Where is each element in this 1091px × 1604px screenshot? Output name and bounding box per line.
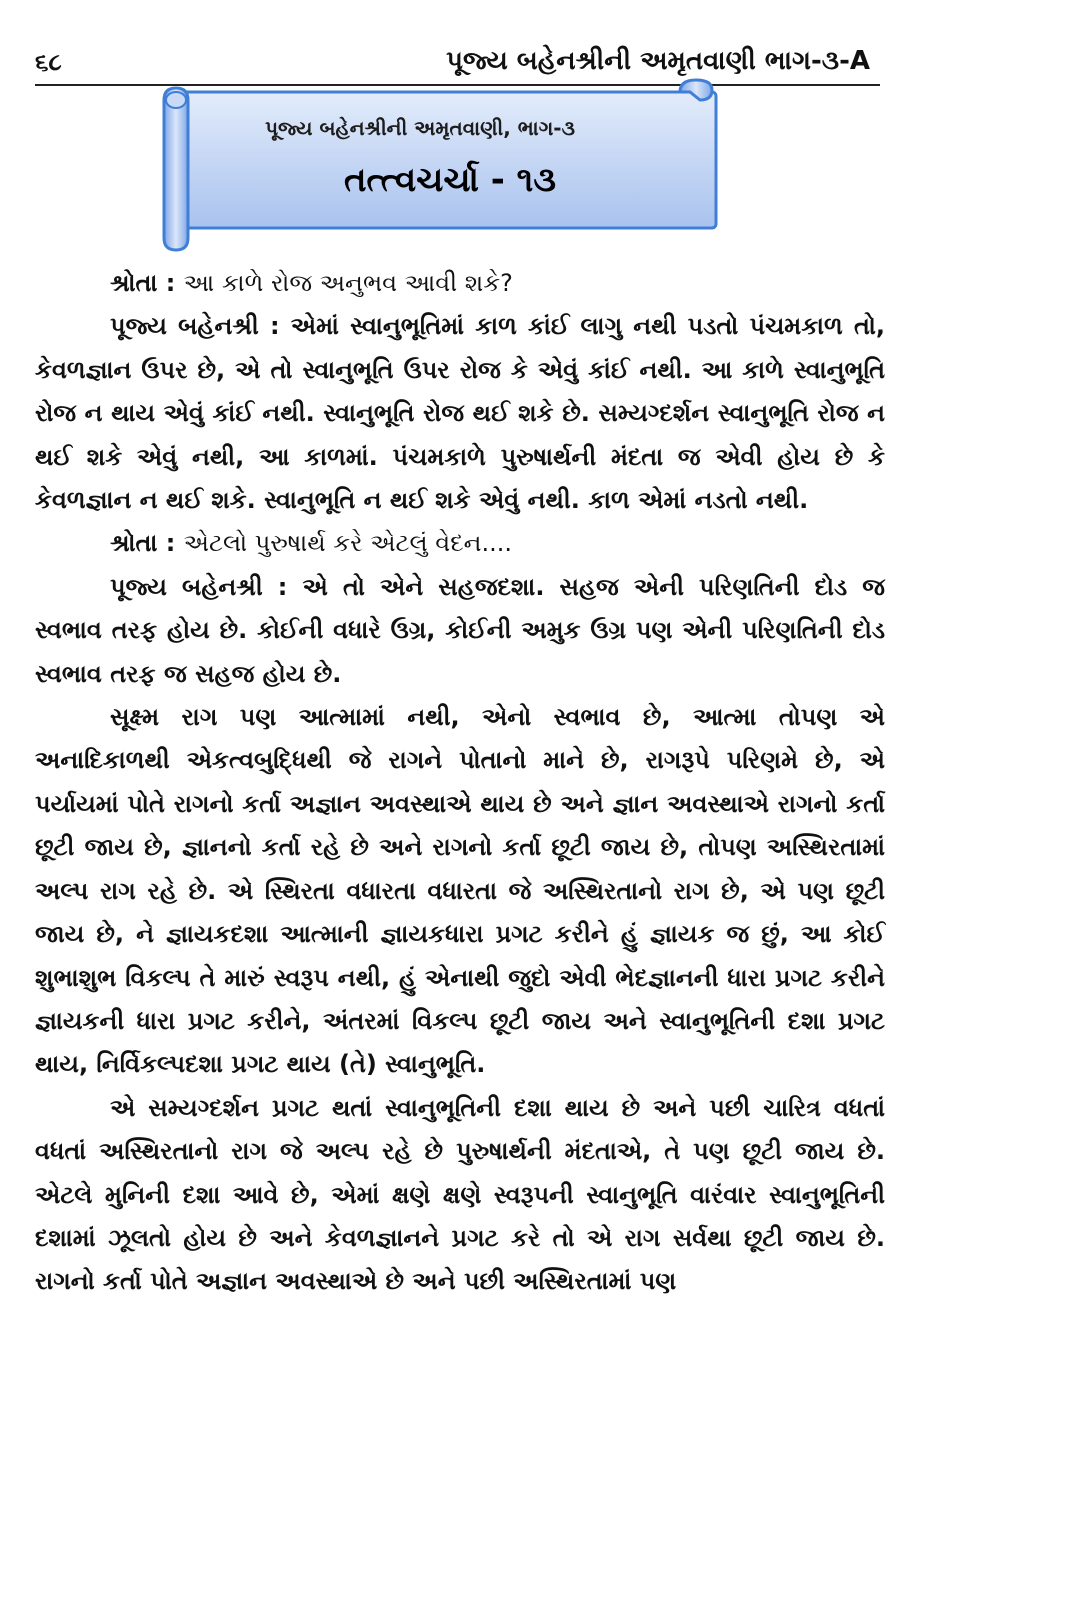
paragraph-text: એમાં સ્વાનુભૂતિમાં કાળ કાંઈ લાગુ નથી પડતો પંચમકાળ તો, કેવળજ્ઞાન ઉપર છે, એ તો સ્વાનુભૂતિ ઉપર રોજ કે એવું કાંઈ નથી. આ કાળે સ્વાનુભૂતિ રોજ ન થાય એવું કાંઈ નથી. સ્વાનુભૂતિ રોજ થઈ શકે છે. સમ્યગ્દર્શન સ્વાનુભૂતિ રોજ ન થઈ શકે એવું નથી, આ કાળમાં. પંચમકાળે પુરુષાર્થની મંદતા જ એવી હોય છે કે કેવળજ્ઞાન ન થઈ શકે. સ્વાનુભૂતિ ન થઈ શકે એવું નથી. કાળ એમાં નડતો નથી. [35, 312, 885, 515]
paragraph [35, 696, 885, 1087]
page-number: ૬૮ [35, 48, 62, 76]
speaker-label: શ્રોતા : [110, 529, 176, 558]
paragraph-text: એ તો એને સહજદશા. સહજ એની પરિણતિની દોડ જ સ્વભાવ તરફ હોય છે. કોઈની વધારે ઉગ્ર, કોઈની અમુક ઉગ્ર પણ એની પરિણતિની દોડ સ્વભાવ તરફ જ સહજ હોય છે. [35, 572, 885, 688]
paragraph-text: એ સમ્યગ્દર્શન પ્રગટ થતાં સ્વાનુભૂતિની દશા થાય છે અને પછી ચારિત્ર વધતાં વધતાં અસ્થિરતાનો રાગ જે અલ્પ રહે છે પુરુષાર્થની મંદતાએ, તે પણ છૂટી જાય છે. એટલે મુનિની દશા આવે છે, એમાં ક્ષણે ક્ષણે સ્વરૂપની સ્વાનુભૂતિ વારંવાર સ્વાનુભૂતિની દશામાં ઝૂલતો હોય છે અને કેવળજ્ઞાનને પ્રગટ કરે તો એ રાગ સર્વથા છૂટી જાય છે. રાગનો કર્તા પોતે અજ્ઞાન અવસ્થાએ છે અને પછી અસ્થિરતામાં પણ [35, 1093, 885, 1296]
chapter-banner [160, 78, 725, 258]
banner-title: તત્ત્વચર્ચા - ૧૩ [344, 160, 556, 200]
paragraph-text: સૂક્ષ્મ રાગ પણ આત્મામાં નથી, એનો સ્વભાવ છે, આત્મા તોપણ એ અનાદિકાળથી એકત્વબુદ્ધિથી જે રાગને પોતાનો માને છે, રાગરૂપે પરિણમે છે, એ પર્યાયમાં પોતે રાગનો કર્તા અજ્ઞાન અવસ્થાએ થાય છે અને જ્ઞાન અવસ્થાએ રાગનો કર્તા છૂટી જાય છે, જ્ઞાનનો કર્તા રહે છે અને રાગનો કર્તા છૂટી જાય છે, તોપણ અસ્થિરતામાં અલ્પ રાગ રહે છે. એ સ્થિરતા વધારતા વધારતા જે અસ્થિરતાનો રાગ છે, એ પણ છૂટી જાય છે, ને જ્ઞાયકદશા આત્માની જ્ઞાયકધારા પ્રગટ કરીને હું જ્ઞાયક જ છું, આ કોઈ શુભાશુભ વિકલ્પ તે મારું સ્વરૂપ નથી, હું એનાથી જુદો એવી ભેદજ્ઞાનની ધારા પ્રગટ કરીને જ્ઞાયકની ધારા પ્રગટ કરીને, અંતરમાં વિકલ્પ છૂટી જાય અને સ્વાનુભૂતિની દશા પ્રગટ થાય, નિર્વિકલ્પદશા પ્રગટ થાય (તે) સ્વાનુભૂતિ. [35, 703, 885, 1079]
speaker-label: પૂજ્ય બહેનશ્રી : [110, 312, 280, 341]
running-title: પૂજ્ય બહેનશ્રીની અમૃતવાણી ભાગ-૩-A [446, 46, 870, 76]
speaker-label: શ્રોતા : [110, 269, 176, 297]
paragraph [35, 522, 885, 565]
paragraph [35, 262, 885, 305]
speaker-label: પૂજ્ય બહેનશ્રી : [110, 572, 288, 601]
paragraph [35, 305, 885, 522]
paragraph [35, 1087, 885, 1304]
body-text [35, 262, 885, 1304]
paragraph [35, 566, 885, 696]
paragraph-text: આ કાળે રોજ અનુભવ આવી શકે? [183, 269, 513, 297]
paragraph-text: એટલો પુરુષાર્થ કરે એટલું વેદન.... [183, 529, 513, 558]
banner-subtitle: પૂજ્ય બહેનશ્રીની અમૃતવાણી, ભાગ-૩ [265, 116, 575, 140]
